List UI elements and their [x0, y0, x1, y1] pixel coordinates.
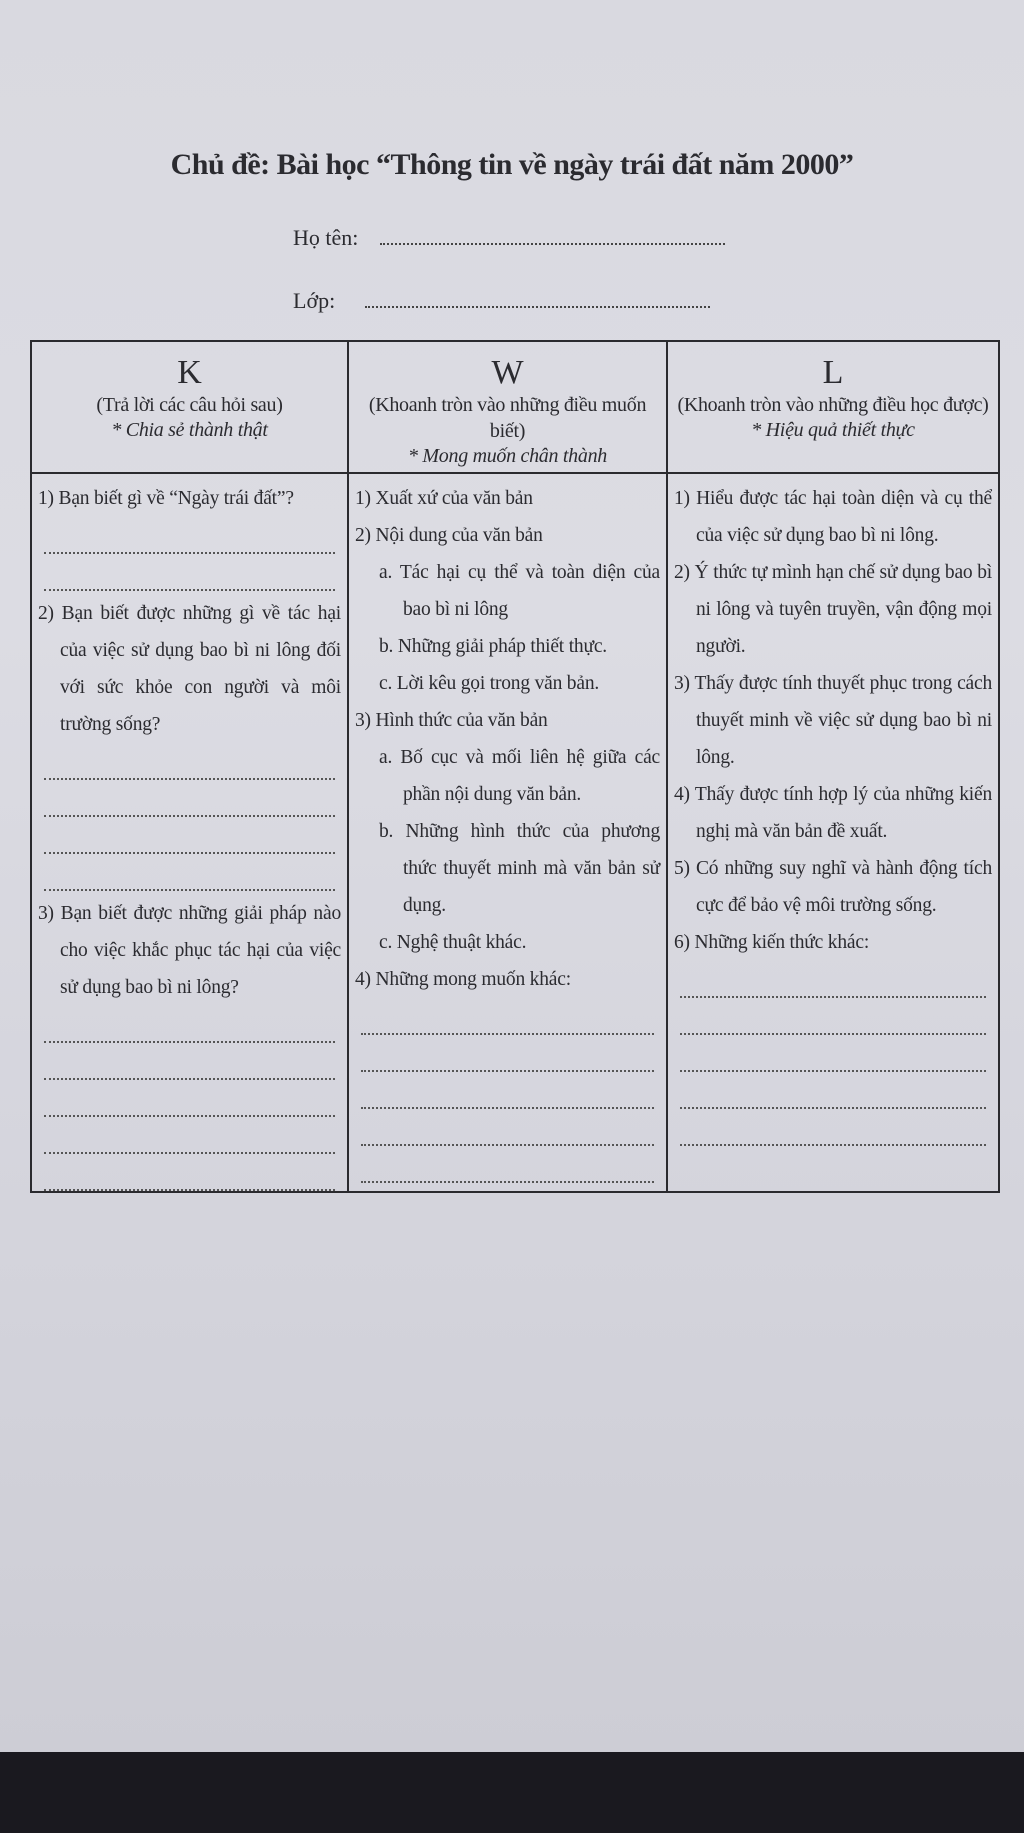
- w-item[interactable]: 3) Hình thức của văn bản: [355, 710, 548, 731]
- l-column: [667, 473, 999, 1192]
- w-subitem[interactable]: c. Nghệ thuật khác.: [379, 932, 527, 953]
- dark-background: [0, 1752, 1024, 1833]
- l-item[interactable]: 6) Những kiến thức khác:: [674, 932, 870, 953]
- k-question: 3) Bạn biết được những giải pháp nào cho việc khắc phục tác hại của việc sử dụng bao bì ni lông?: [38, 903, 341, 998]
- answer-line[interactable]: [361, 998, 654, 1035]
- w-column: [348, 473, 667, 1192]
- column-letter: W: [491, 354, 524, 391]
- class-label: Lớp:: [293, 288, 336, 313]
- column-note: * Hiệu quả thiết thực: [751, 419, 915, 441]
- answer-line[interactable]: [44, 1154, 335, 1191]
- column-instruction: (Khoanh tròn vào những điều muốn biết): [368, 394, 647, 442]
- answer-line[interactable]: [361, 1072, 654, 1109]
- w-subitem[interactable]: a. Tác hại cụ thể và toàn diện của bao bì ni lông: [379, 562, 660, 620]
- answer-line[interactable]: [44, 1117, 335, 1154]
- w-item[interactable]: 4) Những mong muốn khác:: [355, 969, 571, 990]
- class-field: [293, 288, 710, 314]
- k-question: 2) Bạn biết được những gì về tác hại của việc sử dụng bao bì ni lông đối với sức khỏe con người và môi trường sống?: [38, 603, 341, 735]
- answer-line[interactable]: [680, 961, 986, 998]
- answer-line[interactable]: [680, 1072, 986, 1109]
- answer-line[interactable]: [44, 1080, 335, 1117]
- column-header-w: [348, 341, 667, 473]
- class-blank[interactable]: [365, 300, 710, 308]
- column-note: * Chia sẻ thành thật: [111, 419, 268, 441]
- w-item[interactable]: 1) Xuất xứ của văn bản: [355, 488, 533, 509]
- l-item[interactable]: 5) Có những suy nghĩ và hành động tích cực để bảo vệ môi trường sống.: [674, 858, 992, 916]
- answer-line[interactable]: [680, 998, 986, 1035]
- w-subitem[interactable]: b. Những giải pháp thiết thực.: [379, 636, 607, 657]
- answer-line[interactable]: [44, 854, 335, 891]
- name-field: [293, 225, 725, 251]
- kwl-header-row: [31, 341, 999, 473]
- answer-line[interactable]: [44, 817, 335, 854]
- column-letter: L: [822, 354, 844, 391]
- column-header-k: [31, 341, 348, 473]
- w-subitem[interactable]: c. Lời kêu gọi trong văn bản.: [379, 673, 600, 694]
- kwl-body-row: [31, 473, 999, 1192]
- column-instruction: (Khoanh tròn vào những điều học được): [677, 394, 989, 416]
- w-subitem[interactable]: b. Những hình thức của phương thức thuyết minh mà văn bản sử dụng.: [379, 821, 660, 916]
- answer-line[interactable]: [361, 1109, 654, 1146]
- l-item[interactable]: 2) Ý thức tự mình hạn chế sử dụng bao bì ni lông và tuyên truyền, vận động mọi người.: [674, 562, 992, 657]
- page-title: Chủ đề: Bài học “Thông tin về ngày trái đất năm 2000”: [170, 148, 854, 181]
- answer-line[interactable]: [44, 780, 335, 817]
- w-item[interactable]: 2) Nội dung của văn bản: [355, 525, 543, 546]
- column-letter: K: [177, 354, 202, 391]
- answer-line[interactable]: [680, 1109, 986, 1146]
- answer-line[interactable]: [361, 1035, 654, 1072]
- answer-line[interactable]: [680, 1035, 986, 1072]
- answer-line[interactable]: [361, 1146, 654, 1183]
- column-instruction: (Trả lời các câu hỏi sau): [96, 394, 283, 416]
- w-subitem[interactable]: a. Bố cục và mối liên hệ giữa các phần nội dung văn bản.: [379, 747, 660, 805]
- answer-line[interactable]: [44, 554, 335, 591]
- answer-line[interactable]: [44, 743, 335, 780]
- answer-line[interactable]: [44, 1043, 335, 1080]
- k-column: [31, 473, 348, 1192]
- l-item[interactable]: 1) Hiểu được tác hại toàn diện và cụ thể của việc sử dụng bao bì ni lông.: [674, 488, 992, 546]
- k-question: 1) Bạn biết gì về “Ngày trái đất”?: [38, 488, 294, 509]
- column-note: * Mong muốn chân thành: [408, 445, 607, 467]
- answer-line[interactable]: [44, 1006, 335, 1043]
- kwl-table: [30, 340, 1000, 1193]
- l-item[interactable]: 4) Thấy được tính hợp lý của những kiến nghị mà văn bản đề xuất.: [674, 784, 992, 842]
- l-item[interactable]: 3) Thấy được tính thuyết phục trong cách thuyết minh về việc sử dụng bao bì ni lông.: [674, 673, 992, 768]
- answer-line[interactable]: [44, 517, 335, 554]
- name-label: Họ tên:: [293, 225, 359, 250]
- column-header-l: [667, 341, 999, 473]
- name-blank[interactable]: [380, 237, 725, 245]
